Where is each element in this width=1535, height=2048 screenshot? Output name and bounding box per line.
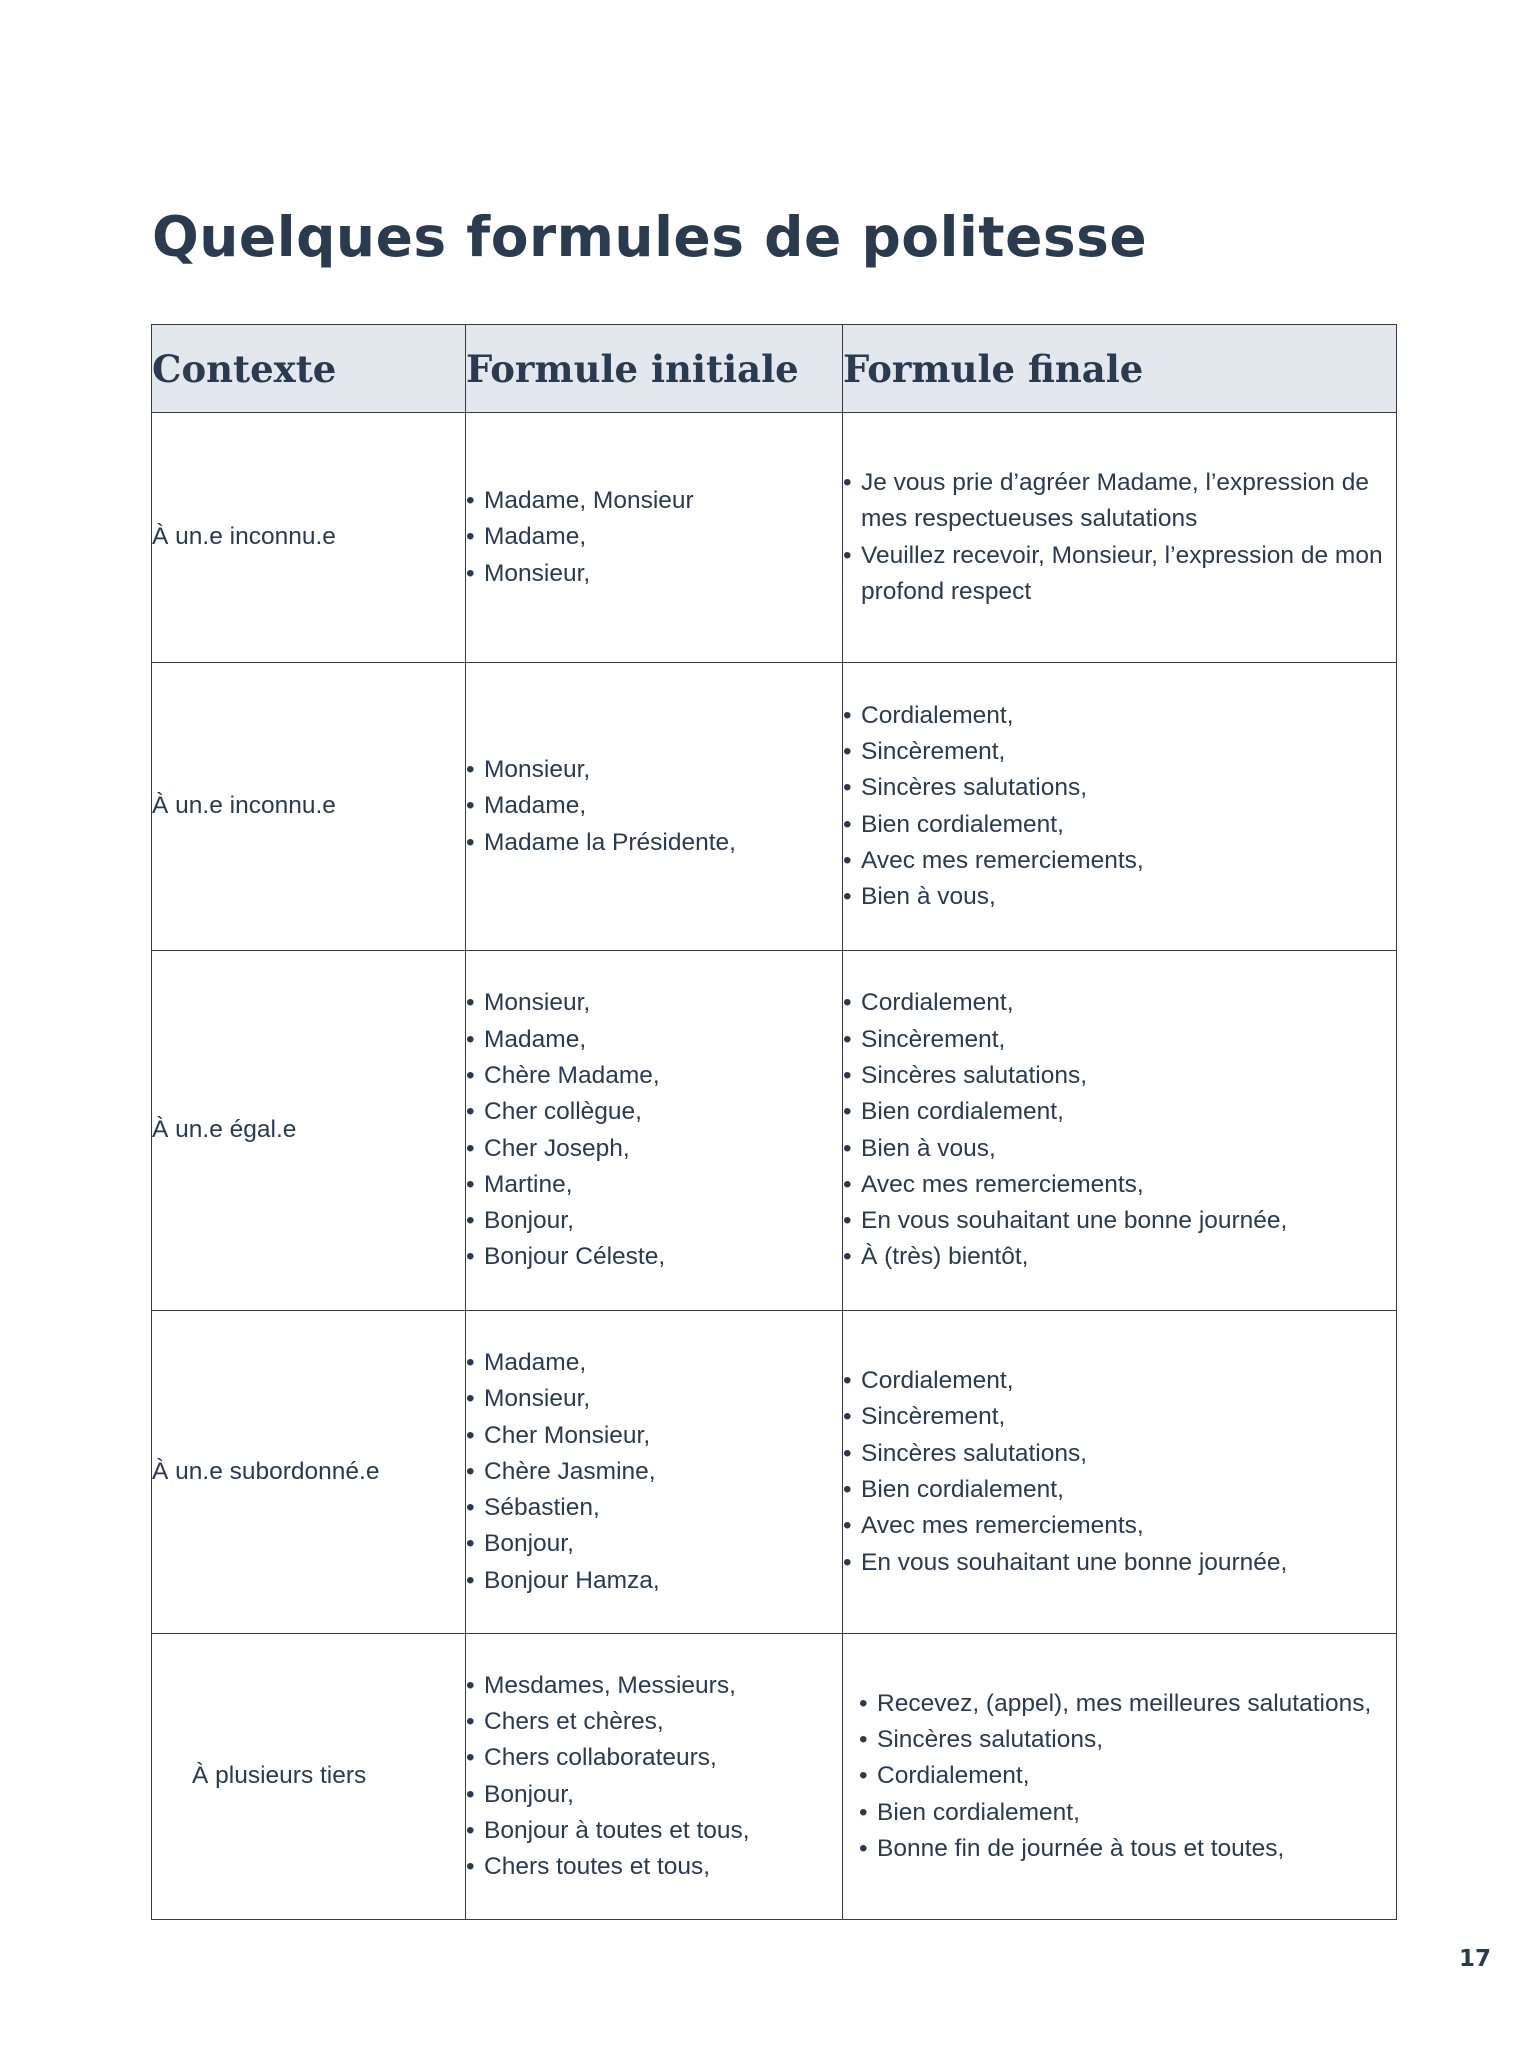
cell-formule-initiale xyxy=(466,663,843,951)
list-item: • Sincèrement, xyxy=(843,1399,1396,1435)
list-item: • Sincèrement, xyxy=(843,734,1396,770)
list-item: • Cordialement, xyxy=(843,698,1396,734)
list-item: • Bien cordialement, xyxy=(859,1795,1396,1831)
list-item: • Bien cordialement, xyxy=(843,807,1396,843)
list-item: • Bonjour à toutes et tous, xyxy=(466,1813,842,1849)
table-row xyxy=(152,951,1397,1311)
list-item: • Sincères salutations, xyxy=(859,1722,1396,1758)
list-item: • Bonjour Hamza, xyxy=(466,1563,842,1599)
list-item: • Chers collaborateurs, xyxy=(466,1740,842,1776)
cell-contexte: À un.e égal.e xyxy=(152,951,466,1311)
cell-formule-finale xyxy=(843,1634,1397,1920)
list-item: • Monsieur, xyxy=(466,752,842,788)
cell-formule-initiale xyxy=(466,413,843,663)
table-row xyxy=(152,413,1397,663)
cell-formule-finale xyxy=(843,1311,1397,1634)
list-item: • Sincèrement, xyxy=(843,1022,1396,1058)
list-item: • Bonjour, xyxy=(466,1526,842,1562)
list-item: • Cher Monsieur, xyxy=(466,1418,842,1454)
cell-formule-finale xyxy=(843,951,1397,1311)
list-item: • Bien à vous, xyxy=(843,879,1396,915)
list-item: • Cher Joseph, xyxy=(466,1131,842,1167)
list-item: • Bonjour Céleste, xyxy=(466,1239,842,1275)
list-item: • Madame, xyxy=(466,1345,842,1381)
page-title: Quelques formules de politesse xyxy=(152,205,1148,269)
list-item: • Madame, xyxy=(466,519,842,555)
list-item: • Sincères salutations, xyxy=(843,1058,1396,1094)
list-item: • Chère Jasmine, xyxy=(466,1454,842,1490)
list-item: • Madame, xyxy=(466,1022,842,1058)
list-item: • Monsieur, xyxy=(466,985,842,1021)
header-formule-initiale: Formule initiale xyxy=(466,325,843,413)
list-item: • Mesdames, Messieurs, xyxy=(466,1668,842,1704)
cell-contexte: À plusieurs tiers xyxy=(152,1634,466,1920)
list-item: • Avec mes remerciements, xyxy=(843,1167,1396,1203)
list-item: • Monsieur, xyxy=(466,1381,842,1417)
header-contexte: Contexte xyxy=(152,325,466,413)
list-item: • Veuillez recevoir, Monsieur, l’expression de mon profond respect xyxy=(843,538,1396,611)
list-item: • Madame la Présidente, xyxy=(466,825,842,861)
cell-formule-initiale xyxy=(466,951,843,1311)
table-row xyxy=(152,663,1397,951)
list-item: • Cordialement, xyxy=(859,1758,1396,1794)
page-number: 17 xyxy=(1458,1946,1491,1972)
header-formule-finale: Formule finale xyxy=(843,325,1397,413)
cell-formule-initiale xyxy=(466,1634,843,1920)
cell-formule-finale xyxy=(843,413,1397,663)
list-item: • Bonjour, xyxy=(466,1203,842,1239)
list-item: • En vous souhaitant une bonne journée, xyxy=(843,1203,1396,1239)
list-item: • Madame, xyxy=(466,788,842,824)
cell-contexte: À un.e inconnu.e xyxy=(152,413,466,663)
list-item: • Monsieur, xyxy=(466,556,842,592)
list-item: • En vous souhaitant une bonne journée, xyxy=(843,1545,1396,1581)
list-item: • Cordialement, xyxy=(843,1363,1396,1399)
list-item: • Martine, xyxy=(466,1167,842,1203)
cell-contexte: À un.e inconnu.e xyxy=(152,663,466,951)
list-item: • Bien cordialement, xyxy=(843,1094,1396,1130)
list-item: • Sincères salutations, xyxy=(843,770,1396,806)
list-item: • Chers et chères, xyxy=(466,1704,842,1740)
list-item: • Je vous prie d’agréer Madame, l’expression de mes respectueuses salutations xyxy=(843,465,1396,538)
list-item: • Avec mes remerciements, xyxy=(843,843,1396,879)
cell-formule-initiale xyxy=(466,1311,843,1634)
list-item: • Chère Madame, xyxy=(466,1058,842,1094)
table-row xyxy=(152,1634,1397,1920)
list-item: • Sébastien, xyxy=(466,1490,842,1526)
cell-formule-finale xyxy=(843,663,1397,951)
list-item: • Bien à vous, xyxy=(843,1131,1396,1167)
list-item: • Cordialement, xyxy=(843,985,1396,1021)
list-item: • Bonjour, xyxy=(466,1777,842,1813)
list-item: • Madame, Monsieur xyxy=(466,483,842,519)
list-item: • Bien cordialement, xyxy=(843,1472,1396,1508)
list-item: • Avec mes remerciements, xyxy=(843,1508,1396,1544)
formulas-table xyxy=(151,324,1397,1920)
table-row xyxy=(152,1311,1397,1634)
list-item: • Recevez, (appel), mes meilleures salutations, xyxy=(859,1686,1396,1722)
list-item: • À (très) bientôt, xyxy=(843,1239,1396,1275)
cell-contexte: À un.e subordonné.e xyxy=(152,1311,466,1634)
list-item: • Sincères salutations, xyxy=(843,1436,1396,1472)
list-item: • Chers toutes et tous, xyxy=(466,1849,842,1885)
list-item: • Bonne fin de journée à tous et toutes, xyxy=(859,1831,1396,1867)
list-item: • Cher collègue, xyxy=(466,1094,842,1130)
table-header-row xyxy=(152,325,1397,413)
